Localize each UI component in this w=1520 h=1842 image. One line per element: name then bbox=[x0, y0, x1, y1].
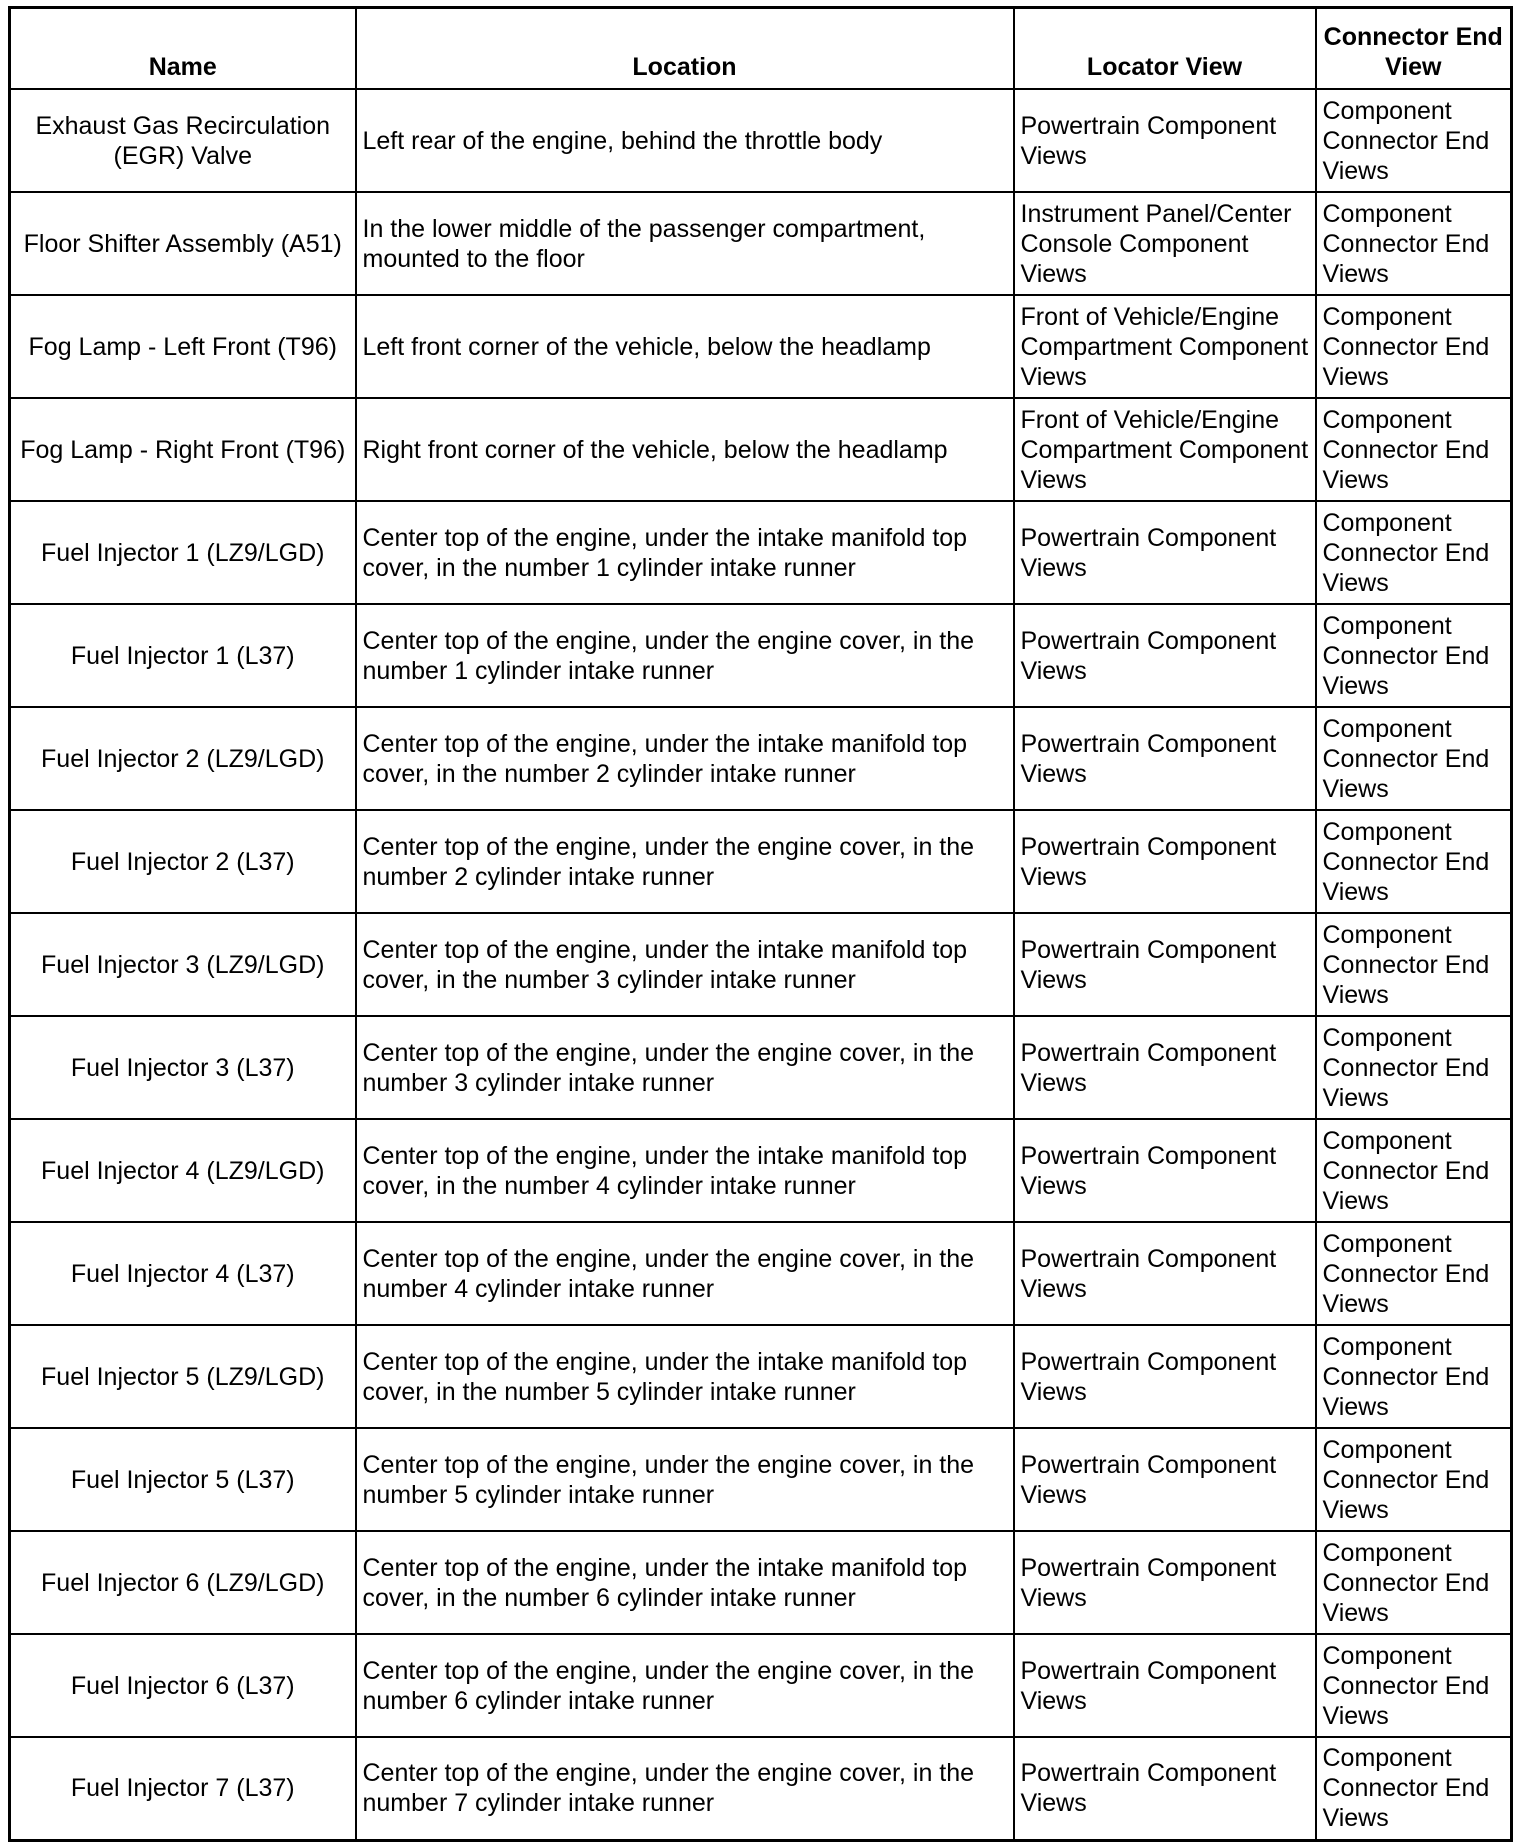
header-locator-view: Locator View bbox=[1014, 8, 1316, 90]
cell-locator-view: Powertrain Component Views bbox=[1014, 1634, 1316, 1737]
cell-name: Fuel Injector 5 (L37) bbox=[10, 1428, 356, 1531]
cell-locator-view: Powertrain Component Views bbox=[1014, 89, 1316, 192]
cell-name: Fog Lamp - Left Front (T96) bbox=[10, 295, 356, 398]
table-row bbox=[10, 1016, 1512, 1119]
cell-location: Center top of the engine, under the intake manifold top cover, in the number 3 cylinder intake runner bbox=[356, 913, 1014, 1016]
cell-connector-end-view: Component Connector End Views bbox=[1316, 1325, 1512, 1428]
cell-name: Fuel Injector 4 (L37) bbox=[10, 1222, 356, 1325]
cell-locator-view: Powertrain Component Views bbox=[1014, 604, 1316, 707]
cell-name: Fuel Injector 1 (LZ9/LGD) bbox=[10, 501, 356, 604]
table-header bbox=[10, 8, 1512, 90]
cell-connector-end-view: Component Connector End Views bbox=[1316, 398, 1512, 501]
cell-name: Fuel Injector 5 (LZ9/LGD) bbox=[10, 1325, 356, 1428]
cell-name: Exhaust Gas Recirculation (EGR) Valve bbox=[10, 89, 356, 192]
cell-connector-end-view: Component Connector End Views bbox=[1316, 1737, 1512, 1840]
cell-locator-view: Powertrain Component Views bbox=[1014, 501, 1316, 604]
cell-location: Center top of the engine, under the intake manifold top cover, in the number 4 cylinder intake runner bbox=[356, 1119, 1014, 1222]
table-row bbox=[10, 1325, 1512, 1428]
cell-location: Center top of the engine, under the engine cover, in the number 1 cylinder intake runner bbox=[356, 604, 1014, 707]
cell-locator-view: Instrument Panel/Center Console Component Views bbox=[1014, 192, 1316, 295]
cell-locator-view: Front of Vehicle/Engine Compartment Component Views bbox=[1014, 398, 1316, 501]
cell-location: Center top of the engine, under the engine cover, in the number 6 cylinder intake runner bbox=[356, 1634, 1014, 1737]
cell-name: Fog Lamp - Right Front (T96) bbox=[10, 398, 356, 501]
cell-connector-end-view: Component Connector End Views bbox=[1316, 192, 1512, 295]
cell-location: Center top of the engine, under the engine cover, in the number 2 cylinder intake runner bbox=[356, 810, 1014, 913]
cell-location: Center top of the engine, under the intake manifold top cover, in the number 5 cylinder intake runner bbox=[356, 1325, 1014, 1428]
cell-location: Center top of the engine, under the intake manifold top cover, in the number 6 cylinder intake runner bbox=[356, 1531, 1014, 1634]
table-row bbox=[10, 398, 1512, 501]
cell-name: Fuel Injector 6 (L37) bbox=[10, 1634, 356, 1737]
header-row bbox=[10, 8, 1512, 90]
cell-location: Center top of the engine, under the engine cover, in the number 5 cylinder intake runner bbox=[356, 1428, 1014, 1531]
table-row bbox=[10, 707, 1512, 810]
table-row bbox=[10, 810, 1512, 913]
table-row bbox=[10, 1428, 1512, 1531]
table-row bbox=[10, 1737, 1512, 1840]
cell-locator-view: Powertrain Component Views bbox=[1014, 707, 1316, 810]
header-location: Location bbox=[356, 8, 1014, 90]
cell-location: Center top of the engine, under the intake manifold top cover, in the number 1 cylinder intake runner bbox=[356, 501, 1014, 604]
cell-location: Center top of the engine, under the intake manifold top cover, in the number 2 cylinder intake runner bbox=[356, 707, 1014, 810]
cell-locator-view: Powertrain Component Views bbox=[1014, 1737, 1316, 1840]
cell-name: Fuel Injector 2 (L37) bbox=[10, 810, 356, 913]
cell-connector-end-view: Component Connector End Views bbox=[1316, 1016, 1512, 1119]
cell-name: Fuel Injector 4 (LZ9/LGD) bbox=[10, 1119, 356, 1222]
cell-location: Left rear of the engine, behind the throttle body bbox=[356, 89, 1014, 192]
cell-locator-view: Powertrain Component Views bbox=[1014, 1016, 1316, 1119]
table-row bbox=[10, 604, 1512, 707]
cell-connector-end-view: Component Connector End Views bbox=[1316, 295, 1512, 398]
table-row bbox=[10, 89, 1512, 192]
cell-connector-end-view: Component Connector End Views bbox=[1316, 89, 1512, 192]
table-row bbox=[10, 501, 1512, 604]
cell-locator-view: Front of Vehicle/Engine Compartment Component Views bbox=[1014, 295, 1316, 398]
cell-location: Center top of the engine, under the engine cover, in the number 4 cylinder intake runner bbox=[356, 1222, 1014, 1325]
cell-locator-view: Powertrain Component Views bbox=[1014, 1222, 1316, 1325]
cell-name: Fuel Injector 3 (L37) bbox=[10, 1016, 356, 1119]
cell-location: Center top of the engine, under the engine cover, in the number 7 cylinder intake runner bbox=[356, 1737, 1014, 1840]
cell-location: In the lower middle of the passenger compartment, mounted to the floor bbox=[356, 192, 1014, 295]
header-name: Name bbox=[10, 8, 356, 90]
cell-name: Floor Shifter Assembly (A51) bbox=[10, 192, 356, 295]
cell-name: Fuel Injector 7 (L37) bbox=[10, 1737, 356, 1840]
cell-locator-view: Powertrain Component Views bbox=[1014, 1325, 1316, 1428]
cell-location: Center top of the engine, under the engine cover, in the number 3 cylinder intake runner bbox=[356, 1016, 1014, 1119]
table-body bbox=[10, 89, 1512, 1840]
cell-connector-end-view: Component Connector End Views bbox=[1316, 913, 1512, 1016]
table-row bbox=[10, 192, 1512, 295]
table-row bbox=[10, 1119, 1512, 1222]
table-row bbox=[10, 1531, 1512, 1634]
cell-name: Fuel Injector 2 (LZ9/LGD) bbox=[10, 707, 356, 810]
cell-connector-end-view: Component Connector End Views bbox=[1316, 1119, 1512, 1222]
cell-connector-end-view: Component Connector End Views bbox=[1316, 707, 1512, 810]
cell-locator-view: Powertrain Component Views bbox=[1014, 810, 1316, 913]
cell-location: Right front corner of the vehicle, below the headlamp bbox=[356, 398, 1014, 501]
component-locator-table bbox=[8, 6, 1513, 1842]
cell-connector-end-view: Component Connector End Views bbox=[1316, 1428, 1512, 1531]
cell-connector-end-view: Component Connector End Views bbox=[1316, 1634, 1512, 1737]
cell-connector-end-view: Component Connector End Views bbox=[1316, 810, 1512, 913]
table-row bbox=[10, 1222, 1512, 1325]
cell-connector-end-view: Component Connector End Views bbox=[1316, 1531, 1512, 1634]
cell-connector-end-view: Component Connector End Views bbox=[1316, 1222, 1512, 1325]
cell-location: Left front corner of the vehicle, below the headlamp bbox=[356, 295, 1014, 398]
cell-name: Fuel Injector 3 (LZ9/LGD) bbox=[10, 913, 356, 1016]
cell-locator-view: Powertrain Component Views bbox=[1014, 1428, 1316, 1531]
cell-name: Fuel Injector 1 (L37) bbox=[10, 604, 356, 707]
cell-locator-view: Powertrain Component Views bbox=[1014, 1119, 1316, 1222]
cell-locator-view: Powertrain Component Views bbox=[1014, 1531, 1316, 1634]
cell-connector-end-view: Component Connector End Views bbox=[1316, 501, 1512, 604]
cell-name: Fuel Injector 6 (LZ9/LGD) bbox=[10, 1531, 356, 1634]
header-connector-end-view: Connector End View bbox=[1316, 8, 1512, 90]
table-row bbox=[10, 295, 1512, 398]
table-row bbox=[10, 1634, 1512, 1737]
cell-connector-end-view: Component Connector End Views bbox=[1316, 604, 1512, 707]
table-row bbox=[10, 913, 1512, 1016]
cell-locator-view: Powertrain Component Views bbox=[1014, 913, 1316, 1016]
